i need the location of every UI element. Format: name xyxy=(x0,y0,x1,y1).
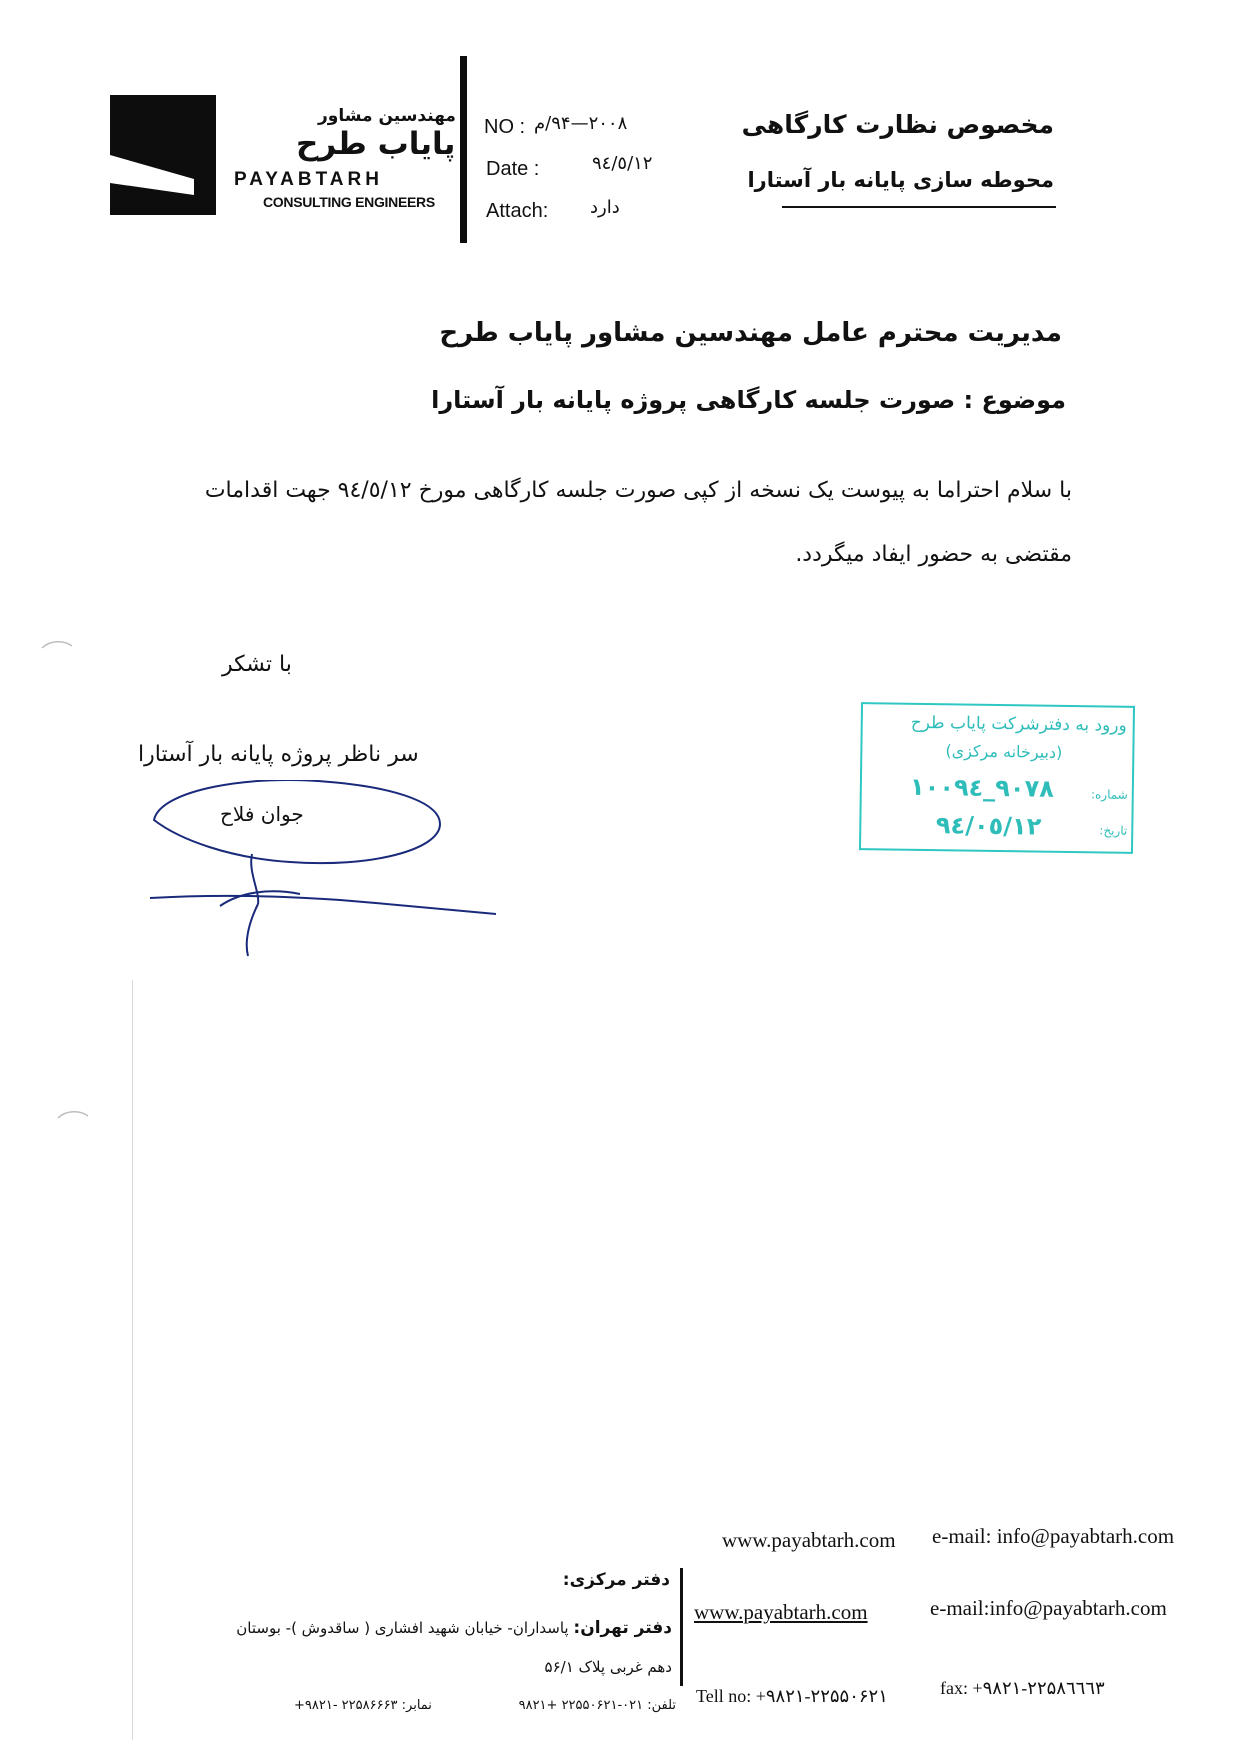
letter-date-value: ۹٤/٥/۱۲ xyxy=(592,153,653,174)
letter-date-label: Date : xyxy=(486,158,540,180)
scan-mark xyxy=(40,640,74,650)
attachment-label: Attach: xyxy=(486,200,549,222)
stamp-title: ورود به دفترشرکت پایاب طرح xyxy=(910,712,1127,736)
fax-en: fax: +۹۸۲۱-۲۲۵۸٦٦٦۳ xyxy=(940,1678,1105,1698)
firm-name-en: PAYABTARH xyxy=(234,169,383,190)
company-logo xyxy=(110,95,216,215)
handwritten-signature xyxy=(140,780,500,960)
footer-email[interactable]: e-mail:info@payabtarh.com xyxy=(930,1596,1167,1620)
phone-en: Tell no: +۹۸۲۱-۲۲۵۵۰۶۲۱ xyxy=(696,1686,888,1706)
tehran-office-address xyxy=(152,1618,672,1638)
firm-name-fa: پایاب طرح xyxy=(296,126,456,162)
header-divider xyxy=(460,56,467,243)
header-project-underline xyxy=(782,206,1056,208)
stamp-subtitle: (دبیرخانه مرکزی) xyxy=(945,741,1063,762)
firm-name-fa-small: مهندسین مشاور xyxy=(318,106,456,126)
header-purpose: مخصوص نظارت کارگاهی xyxy=(741,110,1054,139)
stamp-number-value: ۱۰۰۹٤_۹۰۷۸ xyxy=(909,772,1055,803)
closing-thanks: با تشکر xyxy=(222,652,292,677)
footer-website-top[interactable]: www.payabtarh.com xyxy=(722,1528,896,1552)
letter-subject: موضوع : صورت جلسه کارگاهی پروژه پایانه بار آستارا xyxy=(431,386,1066,414)
central-office-title: دفتر مرکزی: xyxy=(562,1570,670,1590)
tehran-address-text: پاسداران- خیابان شهید افشاری ( ساقدوش )- بوستان xyxy=(236,1619,569,1637)
scan-margin-line xyxy=(132,980,133,1740)
header-project: محوطه سازی پایانه بار آستارا xyxy=(747,168,1054,192)
letter-number-label: NO : xyxy=(484,116,526,138)
signer-name: جوان فلاح xyxy=(220,802,304,826)
stamp-date-value: ۹٤/۰٥/۱۲ xyxy=(935,811,1042,841)
footer-divider xyxy=(680,1568,683,1686)
firm-subtitle-en: CONSULTING ENGINEERS xyxy=(263,194,435,210)
letter-body-line-1: با سلام احتراما به پیوست یک نسخه از کپی صورت جلسه کارگاهی مورخ ۹٤/٥/۱۲ جهت اقدامات xyxy=(204,478,1072,503)
logo-mark-icon xyxy=(110,95,216,215)
footer-website[interactable]: www.payabtarh.com xyxy=(694,1600,868,1624)
scan-mark xyxy=(56,1110,90,1120)
letter-addressee: مدیریت محترم عامل مهندسین مشاور پایاب طرح xyxy=(439,318,1062,348)
stamp-number-label: شماره: xyxy=(1090,787,1128,802)
phone-fa: تلفن: ۰۲۱-۲۲۵۵۰۶۲۱ +۹۸۲۱ xyxy=(518,1698,676,1713)
tehran-office-label: دفتر تهران: xyxy=(573,1618,672,1638)
fax-fa: نمابر: ۲۲۵۸۶۶۶۳ -۹۸۲۱+ xyxy=(294,1698,432,1713)
stamp-date-label: تاریخ: xyxy=(1099,823,1128,838)
address-continuation: دهم غربی پلاک ۵۶/۱ xyxy=(544,1658,672,1676)
letter-body-line-2: مقتضی به حضور ایفاد میگردد. xyxy=(795,542,1072,567)
footer-email-top[interactable]: e-mail: info@payabtarh.com xyxy=(932,1524,1175,1548)
received-stamp xyxy=(859,702,1135,854)
attachment-value: دارد xyxy=(590,197,620,218)
signer-title: سر ناظر پروژه پایانه بار آستارا xyxy=(138,742,419,767)
letter-number-value: ۲۰۰۸—۹۴/م xyxy=(534,113,628,134)
